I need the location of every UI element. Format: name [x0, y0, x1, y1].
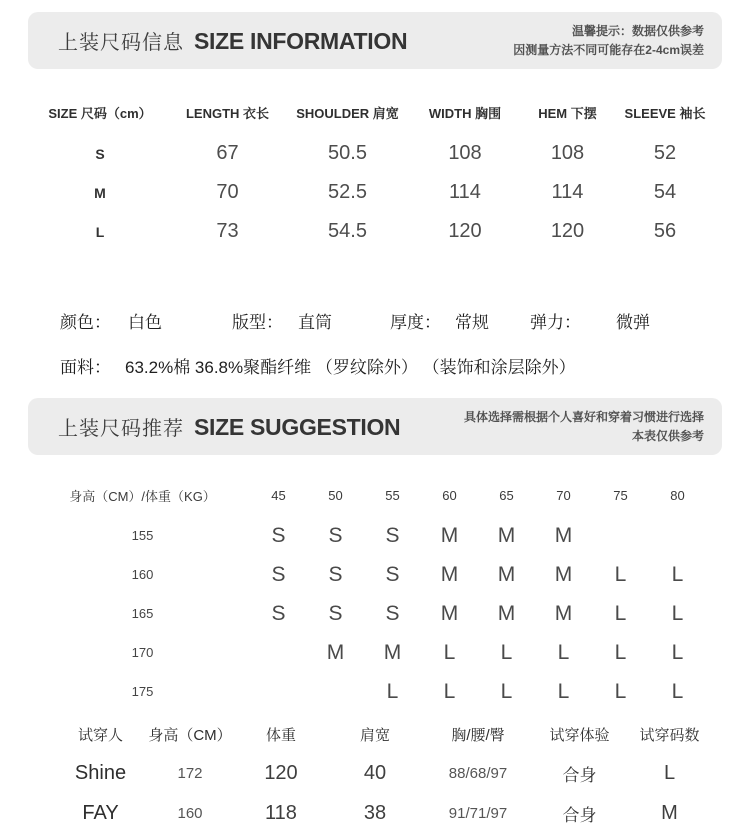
suggested-size: S: [385, 562, 400, 586]
tester-weight: 118: [265, 801, 297, 824]
tester-name: FAY: [82, 801, 119, 824]
suggested-size: L: [500, 640, 513, 664]
suggested-size: [250, 672, 307, 711]
measurement-disclaimer: [513, 22, 704, 59]
column-header-hem: HEM 下摆: [538, 105, 597, 121]
suggested-size: M: [497, 601, 516, 625]
height-label: 165: [131, 606, 154, 621]
suggested-size: M: [440, 601, 459, 625]
height-label: 170: [131, 645, 154, 660]
tester-size-worn: L: [663, 761, 676, 784]
height-label: 175: [131, 684, 154, 699]
size-label: L: [95, 223, 105, 240]
column-header-height: 身高（CM）: [148, 726, 232, 744]
hem-value: 114: [551, 181, 584, 203]
suggested-size: M: [440, 562, 459, 586]
length-value: 67: [216, 142, 239, 164]
suggested-size: M: [554, 562, 573, 586]
disclaimer-line-2: 因测量方法不同可能存在2-4cm误差: [513, 42, 704, 57]
thickness-value: 常规: [455, 313, 489, 332]
color-label: 颜色：: [60, 313, 111, 332]
tester-bwh: 91/71/97: [448, 804, 508, 822]
size-information-banner: [28, 12, 722, 69]
weight-header: 45: [271, 487, 286, 503]
tester-weight: 120: [264, 761, 298, 784]
column-header-bwh: 胸/腰/臀: [451, 726, 505, 744]
shoulder-value: 50.5: [328, 142, 367, 164]
column-header-shoulder: 肩宽: [359, 726, 390, 744]
section-title-en: SIZE INFORMATION: [194, 28, 408, 54]
suggested-size: L: [671, 601, 684, 625]
hem-value: 120: [550, 220, 585, 242]
column-header-experience: 试穿体验: [549, 726, 610, 744]
try-on-table: [57, 715, 750, 829]
suggested-size: L: [557, 640, 570, 664]
column-header-size-worn: 试穿码数: [639, 726, 700, 744]
weight-header: 65: [499, 487, 514, 503]
width-value: 114: [449, 181, 481, 203]
section-title-cn: 上装尺码信息: [58, 32, 184, 54]
suggested-size: L: [443, 679, 456, 703]
suggested-size: L: [671, 679, 684, 703]
hem-value: 108: [550, 142, 585, 164]
shoulder-value: 54.5: [328, 220, 367, 242]
width-value: 108: [448, 142, 482, 164]
suggested-size: S: [271, 601, 286, 625]
tester-experience: 合身: [562, 805, 597, 825]
section-title-cn: 上装尺码推荐: [58, 418, 184, 440]
column-header-width: WIDTH 胸围: [428, 105, 502, 121]
sleeve-value: 56: [653, 220, 677, 242]
column-header-length: LENGTH 衣长: [185, 105, 270, 121]
page: [0, 12, 750, 829]
suggested-size: M: [383, 640, 402, 664]
weight-header: 80: [670, 487, 685, 503]
size-label: S: [95, 145, 105, 162]
cut-label: 版型：: [232, 313, 283, 332]
suggested-size: M: [554, 523, 573, 547]
disclaimer-line-2: 本表仅供参考: [631, 428, 704, 443]
suggested-size: [592, 516, 649, 555]
stretch-label: 弹力：: [530, 313, 581, 332]
suggested-size: [307, 672, 364, 711]
fabric-label: 面料：: [60, 358, 111, 377]
tester-shoulder: 38: [363, 801, 387, 824]
suggested-size: M: [497, 562, 516, 586]
suggested-size: S: [328, 523, 343, 547]
column-header-sleeve: SLEEVE 袖长: [624, 105, 706, 121]
tester-experience: 合身: [562, 765, 597, 785]
size-measurement-table: [30, 90, 750, 251]
suggested-size: L: [671, 562, 684, 586]
suggested-size: M: [554, 601, 573, 625]
disclaimer-line-1: 具体选择需根据个人喜好和穿着习惯进行选择: [463, 409, 704, 424]
size-suggestion-banner: [28, 398, 722, 455]
column-header-shoulder: SHOULDER 肩宽: [296, 105, 399, 121]
suggested-size: S: [271, 562, 286, 586]
suggested-size: S: [385, 601, 400, 625]
height-label: 160: [131, 567, 154, 582]
height-weight-header: 身高（CM）/体重（KG）: [69, 488, 216, 504]
column-header-size: SIZE 尺码（cm）: [48, 105, 152, 121]
suggested-size: [649, 516, 706, 555]
suggested-size: L: [614, 562, 627, 586]
suggested-size: L: [614, 640, 627, 664]
section-title-en: SIZE SUGGESTION: [194, 414, 401, 440]
fabric-value: 63.2%棉 36.8%聚酯纤维 （罗纹除外） （装饰和涂层除外）: [125, 358, 576, 377]
weight-header: 50: [328, 487, 343, 503]
height-label: 155: [131, 528, 154, 543]
length-value: 73: [216, 220, 239, 242]
weight-header: 55: [385, 487, 400, 503]
suggested-size: [250, 633, 307, 672]
suggested-size: S: [328, 601, 343, 625]
suggested-size: L: [671, 640, 684, 664]
suggested-size: L: [386, 679, 399, 703]
suggested-size: L: [614, 601, 627, 625]
suggested-size: S: [271, 523, 286, 547]
fabric-line: [0, 353, 750, 377]
column-header-tester: 试穿人: [77, 726, 123, 744]
column-header-weight: 体重: [265, 726, 296, 744]
tester-name: Shine: [74, 761, 127, 784]
length-value: 70: [216, 181, 239, 203]
tester-height: 172: [177, 764, 203, 782]
suggested-size: M: [440, 523, 459, 547]
suggested-size: L: [557, 679, 570, 703]
sleeve-value: 54: [653, 181, 677, 203]
tester-shoulder: 40: [363, 761, 387, 784]
tester-height: 160: [177, 804, 203, 822]
garment-attributes-line: [0, 308, 750, 332]
weight-header: 60: [442, 487, 457, 503]
suggested-size: S: [328, 562, 343, 586]
disclaimer-line-1: 温馨提示：数据仅供参考: [571, 23, 704, 38]
tester-bwh: 88/68/97: [448, 764, 508, 782]
suggested-size: L: [500, 679, 513, 703]
suggested-size: M: [497, 523, 516, 547]
size-suggestion-title: [58, 412, 400, 441]
cut-value: 直筒: [298, 313, 332, 332]
size-label: M: [94, 184, 106, 201]
suggested-size: S: [385, 523, 400, 547]
stretch-value: 微弹: [616, 313, 650, 332]
tester-size-worn: M: [661, 801, 678, 824]
size-information-title: [58, 26, 407, 55]
weight-header: 70: [556, 487, 571, 503]
shoulder-value: 52.5: [328, 181, 367, 203]
color-value: 白色: [128, 313, 162, 332]
width-value: 120: [448, 220, 482, 242]
suggested-size: M: [326, 640, 345, 664]
size-suggestion-table: [35, 474, 750, 711]
suggested-size: L: [443, 640, 456, 664]
suggested-size: L: [614, 679, 627, 703]
weight-header: 75: [613, 487, 628, 503]
sleeve-value: 52: [653, 142, 677, 164]
thickness-label: 厚度：: [390, 313, 441, 332]
suggestion-disclaimer: [464, 408, 704, 445]
